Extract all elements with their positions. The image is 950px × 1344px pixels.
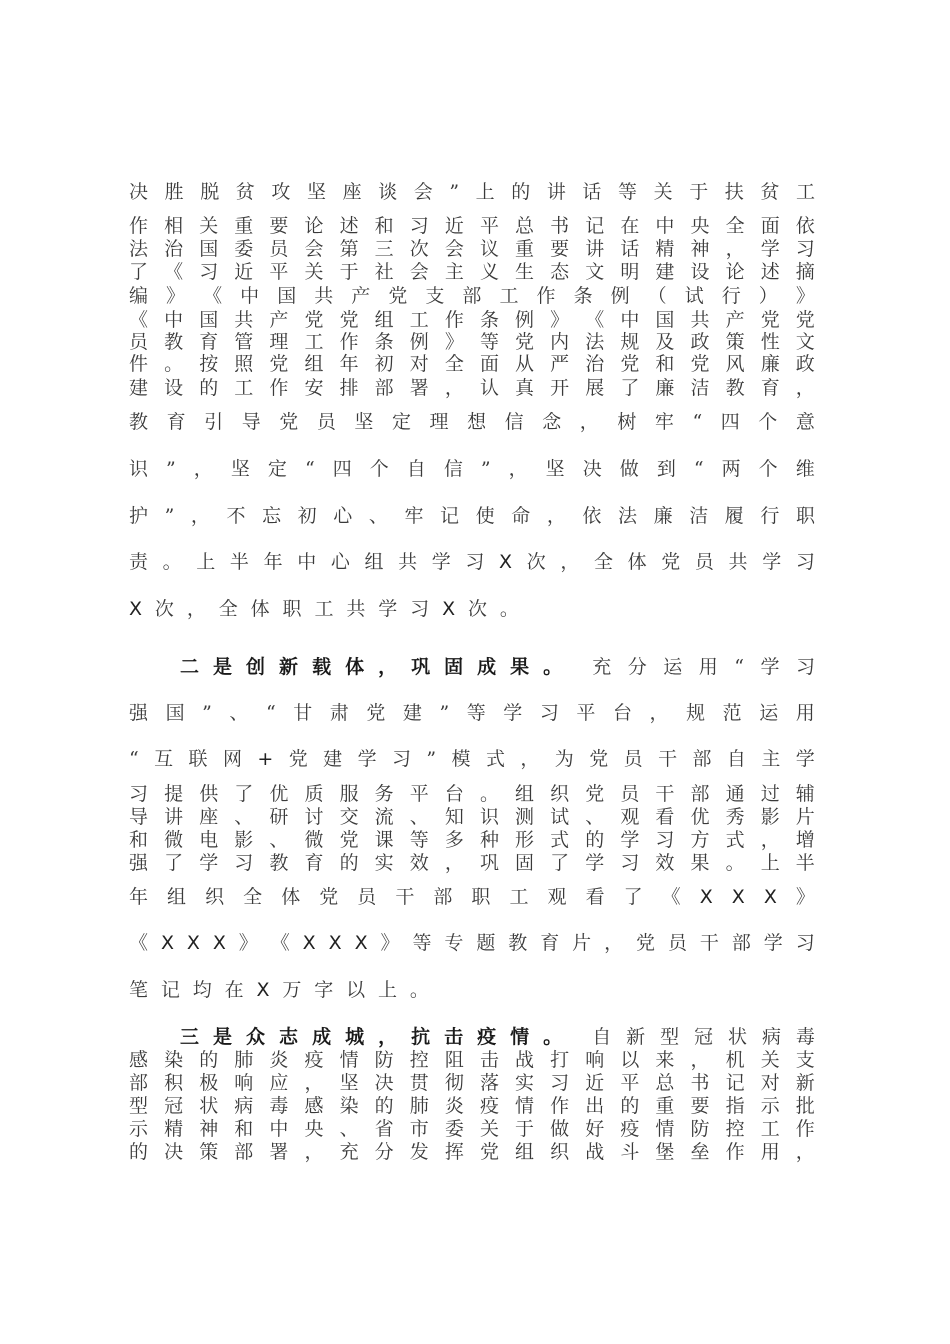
p2-line-8: 年 组 织 全 体 党 员 干 部 职 工 观 看 了 《 X X X 》 (129, 886, 815, 908)
p3-line-5: 示 精 神 和 中 央 、 省 市 委 关 于 做 好 疫 情 防 控 工 作 (129, 1118, 815, 1140)
p3-heading: 三 是 众 志 成 城 ， 抗 击 疫 情 。 (180, 1026, 563, 1048)
p3-line-2: 感 染 的 肺 炎 疫 情 防 控 阻 击 战 打 响 以 来 ， 机 关 支 (129, 1049, 815, 1071)
p3-line-1 (180, 1025, 815, 1049)
p2-line-1 (180, 655, 815, 679)
p1-line-13: 责 。 上 半 年 中 心 组 共 学 习 X 次 ， 全 体 党 员 共 学 习 (129, 551, 815, 573)
p2-line-1-text: 充 分 运 用 “ 学 习 (592, 656, 815, 678)
p1-line-8: 件 。 按 照 党 组 年 初 对 全 面 从 严 治 党 和 党 风 廉 政 (129, 353, 815, 375)
p2-line-6: 和 微 电 影 、 微 党 课 等 多 种 形 式 的 学 习 方 式 ， 增 (129, 829, 815, 851)
p3-line-3: 部 积 极 响 应 ， 坚 决 贯 彻 落 实 习 近 平 总 书 记 对 新 (129, 1072, 815, 1094)
p2-line-2: 强 国 ” 、 “ 甘 肃 党 建 ” 等 学 习 平 台 ， 规 范 运 用 (129, 702, 815, 724)
p2-line-9: 《 X X X 》 《 X X X 》 等 专 题 教 育 片 ， 党 员 干 部 学 习 (129, 932, 815, 954)
p3-line-4: 型 冠 状 病 毒 感 染 的 肺 炎 疫 情 作 出 的 重 要 指 示 批 (129, 1095, 815, 1117)
p1-line-12: 护 ” ， 不 忘 初 心 、 牢 记 使 命 ， 依 法 廉 洁 履 行 职 (129, 505, 815, 527)
p1-line-9: 建 设 的 工 作 安 排 部 署 ， 认 真 开 展 了 廉 洁 教 育 ， (129, 377, 815, 399)
p1-line-2: 作 相 关 重 要 论 述 和 习 近 平 总 书 记 在 中 央 全 面 依 (129, 215, 815, 237)
p2-line-7: 强 了 学 习 教 育 的 实 效 ， 巩 固 了 学 习 效 果 。 上 半 (129, 852, 815, 874)
p1-line-10: 教 育 引 导 党 员 坚 定 理 想 信 念 ， 树 牢 “ 四 个 意 (129, 411, 815, 433)
p1-line-3: 法 治 国 委 员 会 第 三 次 会 议 重 要 讲 话 精 神 ， 学 习 (129, 238, 815, 260)
p3-line-6: 的 决 策 部 署 ， 充 分 发 挥 党 组 织 战 斗 堡 垒 作 用 ， (129, 1141, 815, 1163)
p1-line-1: 决 胜 脱 贫 攻 坚 座 谈 会 ” 上 的 讲 话 等 关 于 扶 贫 工 (129, 181, 815, 203)
p1-line-7: 员 教 育 管 理 工 作 条 例 》 等 党 内 法 规 及 政 策 性 文 (129, 331, 815, 353)
p1-line-11: 识 ” ， 坚 定 “ 四 个 自 信 ” ， 坚 决 做 到 “ 两 个 维 (129, 458, 815, 480)
p2-line-3: “ 互 联 网 + 党 建 学 习 ” 模 式 ， 为 党 员 干 部 自 主 学 (129, 748, 815, 770)
p2-line-5: 导 讲 座 、 研 讨 交 流 、 知 识 测 试 、 观 看 优 秀 影 片 (129, 806, 815, 828)
p2-line-4: 习 提 供 了 优 质 服 务 平 台 。 组 织 党 员 干 部 通 过 辅 (129, 783, 815, 805)
p1-line-14: X 次 ， 全 体 职 工 共 学 习 X 次 。 (129, 598, 519, 620)
p2-line-10: 笔 记 均 在 X 万 字 以 上 。 (129, 979, 429, 1001)
p1-line-6: 《 中 国 共 产 党 党 组 工 作 条 例 》 《 中 国 共 产 党 党 (129, 309, 815, 331)
p3-line-1-text: 自 新 型 冠 状 病 毒 (592, 1026, 815, 1048)
p1-line-5: 编 》 《 中 国 共 产 党 支 部 工 作 条 例 （ 试 行 ） 》 (129, 285, 815, 307)
p2-heading: 二 是 创 新 载 体 ， 巩 固 成 果 。 (180, 656, 563, 678)
p1-line-4: 了 《 习 近 平 关 于 社 会 主 义 生 态 文 明 建 设 论 述 摘 (129, 261, 815, 283)
